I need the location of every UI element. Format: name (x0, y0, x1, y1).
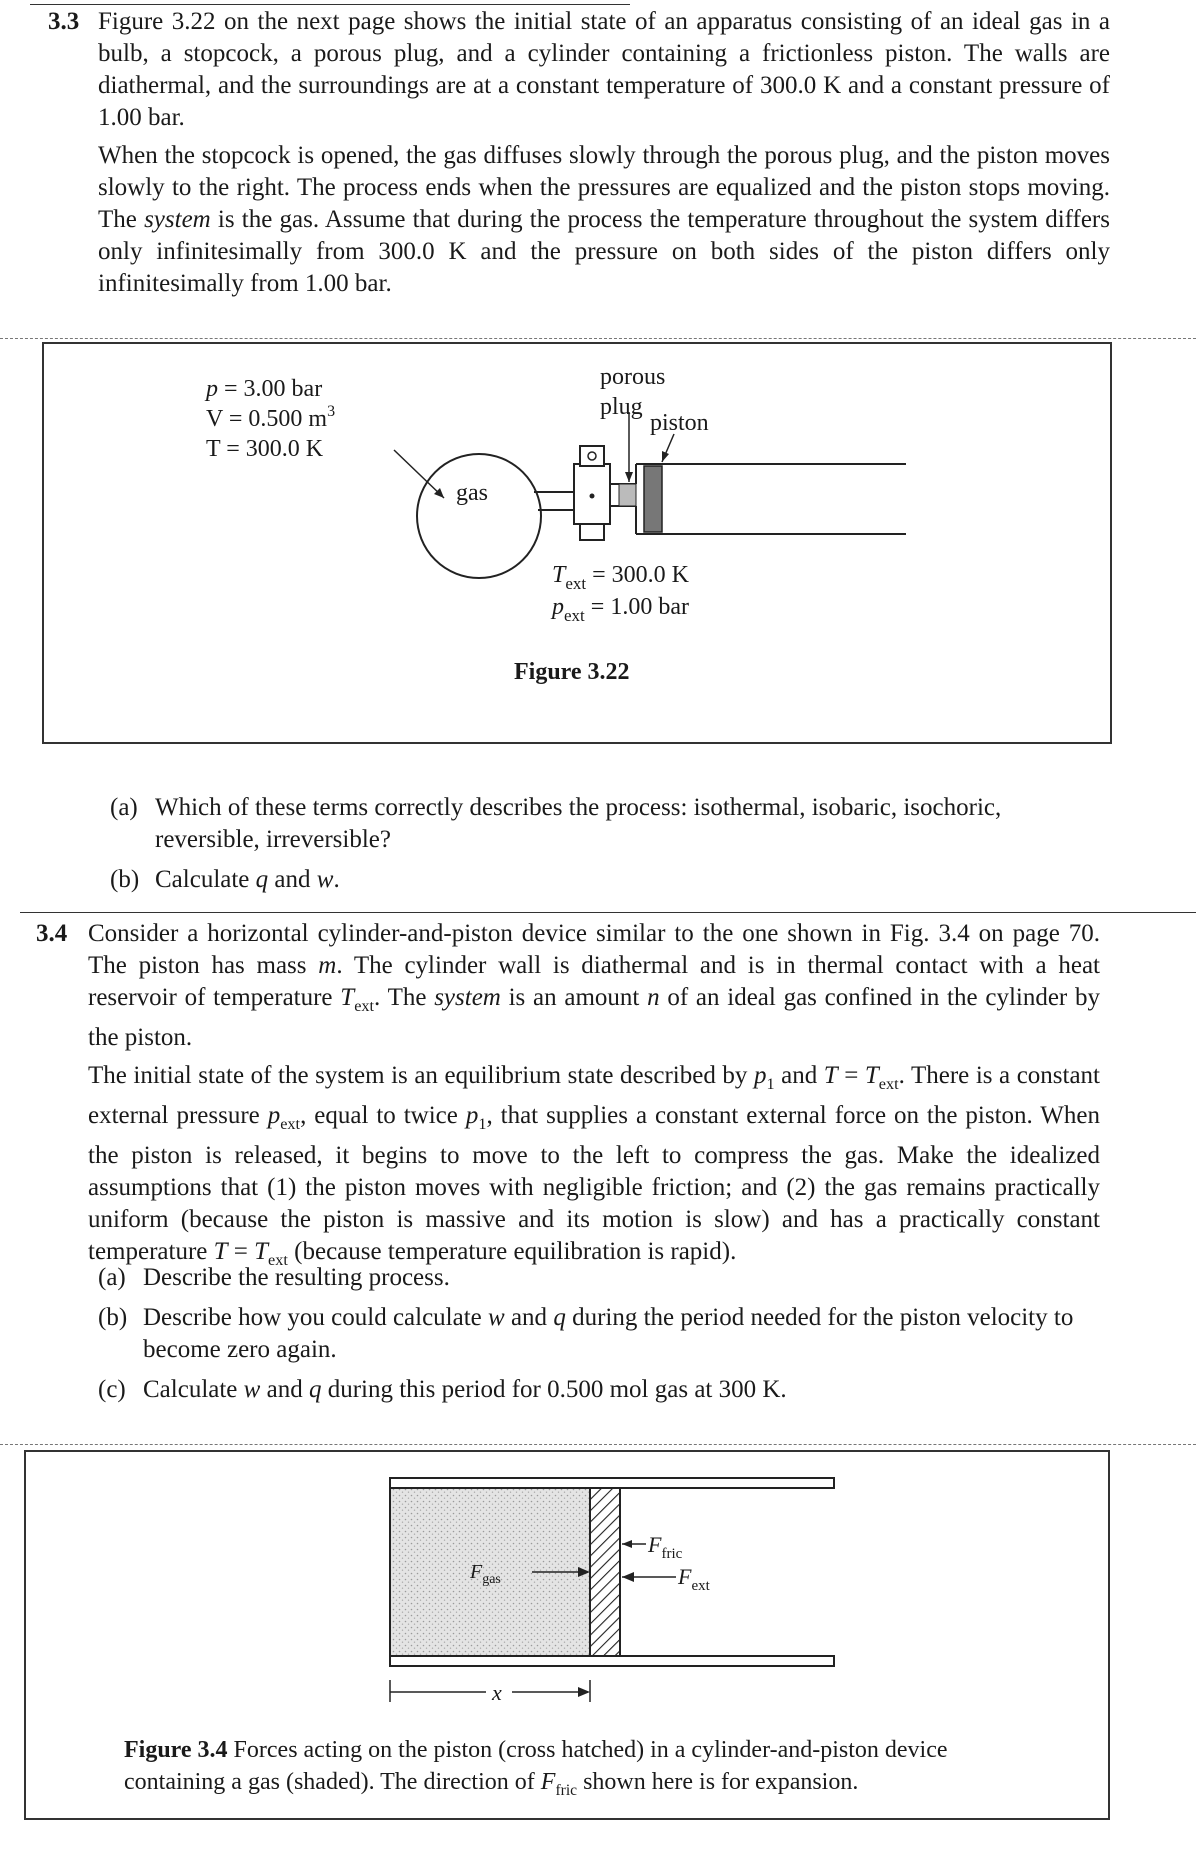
figure-3-4-caption (124, 1734, 1024, 1807)
part-text: Which of these terms correctly describes the process: isothermal, isobaric, isochoric, reversible, irreversible? (155, 794, 1002, 853)
problem-3-3-text (98, 6, 1110, 306)
problem-3-4-number: 3.4 (36, 920, 68, 947)
var-q: q (308, 1376, 322, 1403)
x-dim-arrow-head (578, 1687, 590, 1697)
separator-3 (0, 1444, 1196, 1445)
part-text: Calculate (143, 1376, 244, 1403)
part-text: and (504, 1304, 554, 1331)
part-text: during the period needed for the piston velocity to become zero again. (143, 1304, 1074, 1363)
figure-3-22-caption: Figure 3.22 (514, 659, 630, 685)
fext-arrow-head (622, 1572, 634, 1582)
figure-3-22-drawing (44, 344, 1110, 742)
part-label: (b) (98, 1304, 128, 1331)
problem-3-3-number: 3.3 (48, 8, 80, 35)
gas-bulb (417, 454, 541, 578)
plug-pointer-head (625, 472, 633, 482)
var-T: T (823, 1062, 838, 1089)
var-w: w (488, 1304, 505, 1331)
sub: ext (878, 1075, 899, 1093)
part-text: and (260, 1376, 309, 1403)
text: and (774, 1062, 824, 1089)
text: The initial state of the system is an equilibrium state described by (88, 1062, 754, 1089)
separator-2 (20, 912, 1196, 913)
figure-3-4 (24, 1450, 1110, 1820)
porous-label: porous (600, 364, 666, 390)
part-text: Describe how you could calculate (143, 1304, 489, 1331)
sub: ext (268, 1251, 288, 1269)
porous-plug (619, 484, 636, 506)
gas-pointer-line (394, 450, 444, 498)
piston-hatched (590, 1488, 620, 1656)
problem-3-3-para1: Figure 3.22 on the next page shows the initial state of an apparatus consisting of an ideal gas in a bulb, a stopcock, a porous plug, and a cylinder containing a frictionless piston. The walls are diathermal, and the surroundings are at a constant temperature of 300.0 K and a constant pressure of 1.00 bar. (98, 8, 1110, 131)
text: , that supplies a constant external force on the piston. When the piston is released, it begins to move to the left to compress the gas. Make the idealized assumptions that (1) the piston moves with negligible friction; and (2) the gas remains practically uniform (because the piston is massive and its motion is slow) and has a practically constant temperature (88, 1102, 1100, 1265)
var-w: w (316, 866, 334, 893)
var-p: p (753, 1062, 767, 1089)
part-text: and (268, 866, 317, 893)
sub: ext (280, 1115, 301, 1133)
var-w: w (243, 1376, 261, 1403)
problem-3-3-para2 (98, 140, 1110, 300)
fext-label: $F_{ext}$ (678, 1564, 710, 1594)
sub: 1 (766, 1075, 775, 1093)
part-label: (a) (98, 1264, 126, 1291)
text: . The (374, 984, 435, 1011)
sub-ext: ext (354, 997, 375, 1015)
stopcock-bore (590, 494, 595, 499)
separator-1 (0, 338, 1196, 339)
text: . There is a constant external pressure (88, 1062, 1101, 1129)
problem-3-4-part-a (98, 1262, 1098, 1294)
fgas-label: $F_{gas}$ (470, 1561, 501, 1587)
piston (644, 466, 662, 532)
part-text: during this period for 0.500 mol gas at 300 K. (321, 1376, 787, 1403)
problem-3-3-para2-b: is the gas. Assume that during the process the temperature throughout the system differs only infinitesimally from 300.0 K and the pressure on both sides of the piston differs only infinitesimally from 1.00 bar. (98, 206, 1110, 297)
var-q: q (553, 1304, 566, 1331)
problem-3-4-para1 (88, 918, 1100, 1054)
var-T: T (213, 1238, 228, 1265)
ffric-label: $F_{fric}$ (648, 1532, 683, 1562)
text: = (837, 1062, 865, 1089)
problem-3-3-parts (110, 792, 1100, 904)
var-T: T (864, 1062, 879, 1089)
top-rule (30, 4, 630, 5)
part-label: (b) (110, 866, 140, 893)
figure-3-22 (42, 342, 1112, 744)
x-label: x (492, 1680, 502, 1705)
var-T: T (340, 984, 355, 1011)
var-p: p (267, 1102, 281, 1129)
stopcock-foot (580, 524, 604, 540)
problem-3-3-para2-a: When the stopcock is opened, the gas diffuses slowly through the porous plug, and the piston moves slowly to the right. The process ends when the pressures are equalized and the piston stops moving. The (98, 142, 1110, 233)
text: of an ideal gas confined in the cylinder by the piston. (88, 984, 1100, 1051)
cylinder-wall-top (390, 1478, 834, 1488)
caption-text: shown here is for expansion. (577, 1769, 859, 1795)
var-T: T (254, 1238, 269, 1265)
part-text: . (333, 866, 340, 893)
system-word: system (434, 984, 501, 1011)
text: , equal to twice (300, 1102, 466, 1129)
var-m: m (318, 952, 337, 979)
var-q: q (255, 866, 269, 893)
text: . The cylinder wall is diathermal and is in thermal contact with a heat reservoir of temperature (88, 952, 1100, 1011)
problem-3-3-system-word: system (144, 206, 211, 233)
text: = (227, 1238, 255, 1265)
figure-3-4-caption-title: Figure 3.4 (124, 1737, 228, 1763)
problem-3-3-part-a (110, 792, 1100, 856)
piston-label: piston (650, 410, 709, 436)
part-text: Describe the resulting process. (143, 1264, 450, 1291)
problem-3-4-parts (98, 1262, 1098, 1414)
text: Consider a horizontal cylinder-and-piston device similar to the one shown in Fig. 3.4 on page 70. The piston has mass (88, 920, 1100, 979)
p-label: p = 3.00 bar (206, 376, 323, 402)
sub: 1 (478, 1115, 487, 1133)
part-label: (a) (110, 794, 138, 821)
text: is an amount (500, 984, 648, 1011)
problem-3-4-para2 (88, 1060, 1100, 1276)
v-label: V = 0.500 $m^3$ (206, 403, 336, 432)
stopcock-handle (580, 446, 604, 466)
piston-pointer-head (662, 451, 669, 462)
gas-label: gas (456, 480, 488, 506)
problem-3-4-part-c (98, 1374, 1098, 1406)
var-n: n (647, 984, 660, 1011)
problem-3-4-part-b (98, 1302, 1098, 1366)
ffric-arrow-head (622, 1540, 632, 1548)
part-text: Calculate (155, 866, 256, 893)
text: (because temperature equilibration is rapid). (287, 1238, 737, 1265)
plug-label: plug (600, 394, 643, 420)
part-label: (c) (98, 1376, 126, 1403)
cylinder-wall-bottom (390, 1656, 834, 1666)
t-label: T = 300.0 K (206, 436, 324, 462)
problem-3-3-part-b (110, 864, 1100, 896)
text-label: $T_{ext} = 300.0$ K (552, 562, 690, 593)
caption-text: Forces acting on the piston (cross hatched) in a cylinder-and-piston device containing a gas (shaded). The direction of (124, 1737, 948, 1795)
pext-label: $p_{ext} = 1.00$ bar (552, 594, 689, 625)
var-p: p (465, 1102, 479, 1129)
caption-sub-fric: fric (555, 1781, 578, 1799)
problem-3-4-text (88, 918, 1100, 1282)
caption-var-F: F (540, 1769, 556, 1795)
